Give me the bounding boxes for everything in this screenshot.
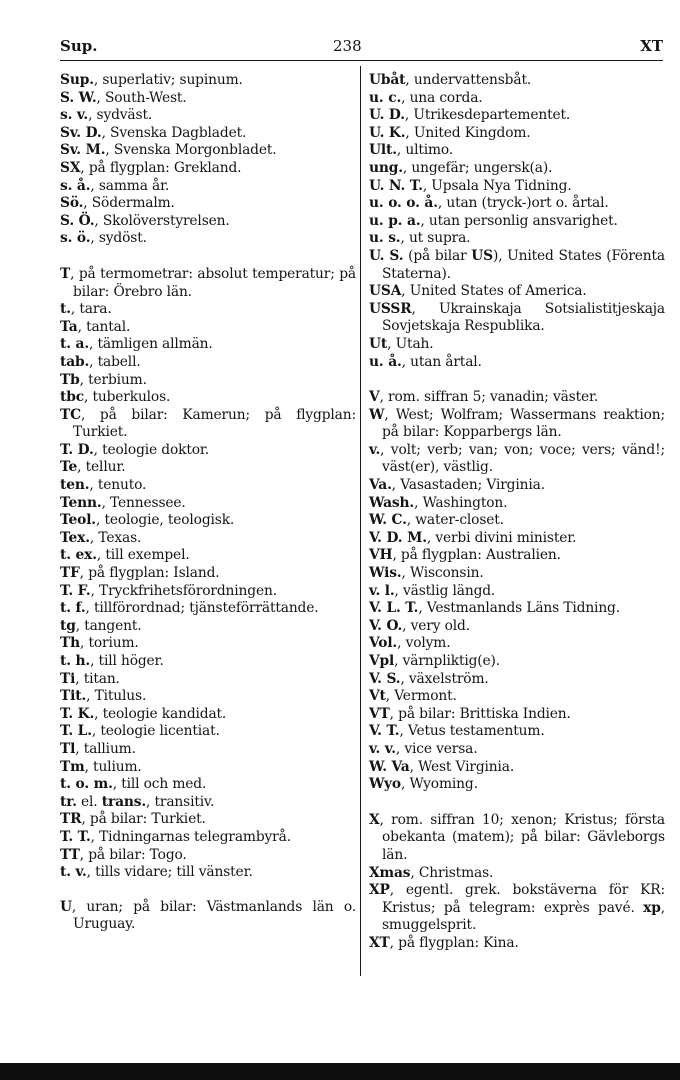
entry-definition: , Vetus testamentum. [399,723,545,740]
entry-term: U. S. [369,247,404,264]
entry-term: TR [60,811,82,828]
entry-definition: , Ukrainskaja Sotsialistitjeskaja Sovjetskaja Respublika. [382,300,665,335]
dictionary-entry [369,688,665,706]
entry-term: W [369,406,385,423]
entry-term: Sup. [60,72,94,88]
dictionary-entry [60,512,356,530]
dictionary-entry [369,512,665,530]
entry-definition: , Wyoming. [400,776,478,793]
entry-term: Ta [60,318,78,335]
dictionary-entry [60,495,356,513]
dictionary-entry [369,776,665,794]
entry-term: u. o. o. å. [369,195,438,212]
dictionary-entry [60,336,356,354]
entry-term: tab. [60,353,90,370]
entry-definition: , United Kingdom. [405,124,531,141]
entry-term: T. F. [60,582,91,599]
entry-term: tbc [60,389,84,406]
dictionary-entry [369,547,665,565]
dictionary-entry [60,407,356,442]
entry-term: XP [369,882,390,899]
dictionary-entry [60,142,356,160]
entry-term: VT [369,705,390,722]
entry-definition: , rom. siffran 10; xenon; Kristus; första obekanta (matem); på bilar: Gävleborgs län. [379,811,665,863]
entry-definition: , tillförordnad; tjänsteförrättande. [85,600,319,617]
dictionary-entry [60,899,356,934]
entry-definition: , tangent. [75,617,142,634]
dictionary-entry [369,336,665,354]
entry-definition: , Utrikesdepartementet. [404,107,571,124]
dictionary-entry [369,142,665,160]
entry-term: Wis. [369,565,402,582]
entry-definition: , tellur. [77,459,126,476]
entry-definition: , Svenska Morgonbladet. [105,142,277,159]
entry-definition: , Södermalm. [83,195,175,212]
dictionary-entry [60,776,356,794]
entry-term: Th [60,635,80,652]
running-head-left: Sup. [60,37,98,55]
dictionary-entry [369,600,665,618]
dictionary-entry [60,213,356,231]
entry-term: Ut [369,335,388,352]
dictionary-entry [369,495,665,513]
entry-definition: , till exempel. [96,547,190,564]
entry-definition: , utan personlig ansvarighet. [420,212,618,229]
entry-term: s. v. [60,107,89,124]
dictionary-entry [60,195,356,213]
entry-definition: , egentl. grek. bokstäverna för KR: Kristus; på telegram: exprès pavé. [382,882,665,916]
entry-definition: , Vestmanlands Läns Tidning. [418,600,620,617]
entry-term: Tit. [60,688,87,705]
entry-definition: , på flygplan: Australien. [392,547,561,564]
entry-term: T. K. [60,705,95,722]
entry-term: t. f. [60,600,86,617]
entry-term: t. h. [60,653,91,669]
entry-definition: , una corda. [401,89,483,106]
entry-definition: , tallium. [75,740,136,757]
entry-term: Wash. [369,494,415,511]
dictionary-entry [60,583,356,601]
dictionary-entry [369,618,665,636]
dictionary-entry [60,759,356,777]
entry-definition: , ultimo. [396,142,454,159]
dictionary-entry [60,547,356,565]
entry-definition: , tantal. [77,318,131,335]
entry-term: v. l. [369,582,395,599]
entry-term: T. T. [60,828,91,845]
entry-term: t. o. m. [60,776,113,793]
entry-term: TF [60,565,80,582]
dictionary-entry [369,635,665,653]
entry-definition: , volt; verb; van; von; voce; vers; vänd!; väst(er), västlig. [380,441,665,476]
dictionary-entry [369,301,665,336]
entry-definition: , Skolöverstyrelsen. [94,212,230,229]
entry-definition-secondary: ), United States (Förenta Staterna). [382,247,665,282]
dictionary-entry [369,477,665,495]
entry-term: Sö. [60,195,84,212]
entry-definition: , västlig längd. [394,582,496,599]
entry-definition: , till och med. [112,776,207,793]
entry-term: Teol. [60,512,96,529]
entry-term: USSR [369,300,412,317]
entry-term: V. L. T. [369,600,419,617]
dictionary-entry [60,389,356,407]
dictionary-entry [369,442,665,477]
entry-term: Sv. M. [60,142,106,159]
dictionary-entry [60,653,356,671]
entry-definition: , rom. siffran 5; vanadin; väster. [379,389,599,406]
dictionary-entry [60,230,356,248]
entry-definition: , på bilar: Brittiska Indien. [389,705,571,722]
entry-definition-secondary: , transitiv. [146,793,215,810]
entry-definition: , ut supra. [400,230,471,247]
entry-term: Vol. [369,635,398,652]
entry-definition: , värnpliktig(e). [394,653,501,669]
dictionary-entry [60,90,356,108]
entry-definition: , very old. [402,617,470,634]
entry-definition: , Utah. [387,335,434,352]
entry-term: v. v. [369,740,396,757]
dictionary-entry [369,671,665,689]
dictionary-entry [369,530,665,548]
entry-definition: , West Virginia. [409,758,515,775]
dictionary-entry [369,195,665,213]
dictionary-entry [369,230,665,248]
entry-definition: (på bilar [403,247,472,264]
header-rule [60,60,663,61]
dictionary-entry [60,301,356,319]
entry-term: tr. [60,793,77,810]
dictionary-entry [369,213,665,231]
dictionary-entry [369,812,665,865]
dictionary-entry [60,319,356,337]
entry-definition: , tills vidare; till vänster. [86,864,253,881]
entry-term: Te [60,459,78,476]
entry-definition: , vice versa. [395,740,478,757]
entry-definition: , Upsala Nya Tidning. [422,177,572,194]
entry-definition: , teologie kandidat. [94,705,227,722]
entry-definition: , uran; på bilar: Västmanlands län o. Uruguay. [71,898,356,933]
dictionary-entry [60,372,356,390]
entry-term: V. O. [369,617,403,634]
dictionary-entry [369,283,665,301]
dictionary-entry [60,688,356,706]
entry-term: U. D. [369,107,405,124]
entry-definition: , sydöst. [90,230,147,247]
entry-definition: , Tennessee. [101,494,186,511]
dictionary-entry [60,600,356,618]
entry-definition: , tenuto. [89,477,147,494]
dictionary-entry [60,160,356,178]
entry-term: TT [60,846,80,863]
dictionary-entry [369,865,665,883]
scan-bottom-edge [0,1063,680,1080]
dictionary-entry [369,653,665,671]
entry-definition: , på bilar: Togo. [79,846,187,863]
dictionary-entry [369,90,665,108]
entry-definition: , West; Wolfram; Wassermans reaktion; på bilar: Kopparbergs län. [382,406,665,441]
dictionary-entry [60,618,356,636]
entry-term: T. L. [60,723,92,740]
entry-definition: , Vermont. [385,688,457,705]
dictionary-entry [60,794,356,812]
entry-definition: , på flygplan: Kina. [389,934,519,951]
running-head-right: XT [640,37,663,55]
dictionary-entry [60,864,356,882]
dictionary-entry [60,530,356,548]
entry-term-secondary: xp [643,899,661,916]
entry-term: Ubåt [369,72,406,88]
entry-definition: , växelström. [400,670,489,687]
entry-definition: , ungefär; ungersk(a). [402,159,553,176]
entry-definition: , Texas. [89,529,142,546]
entry-term: Ult. [369,142,397,159]
entry-definition: , Wisconsin. [401,565,484,582]
entry-term: u. s. [369,230,401,247]
dictionary-entry [60,266,356,301]
entry-definition: , på bilar: Turkiet. [81,811,206,828]
entry-term: S. Ö. [60,212,95,229]
entry-definition: , Vasastaden; Virginia. [391,477,545,494]
dictionary-entry [60,847,356,865]
entry-term: Vpl [369,653,395,669]
right-column [369,72,665,953]
dictionary-entry [369,178,665,196]
dictionary-entry [369,72,665,90]
dictionary-entry [369,882,665,935]
entry-term: SX [60,159,81,176]
entry-term-secondary: trans. [101,793,147,810]
entry-term: Tex. [60,529,90,546]
entry-definition: , på termometrar: absolut temperatur; på bilar: Örebro län. [70,265,356,300]
entry-term: V [369,389,380,406]
dictionary-entry [60,565,356,583]
entry-definition: , utan (tryck-)ort o. årtal. [437,195,609,212]
entry-definition: , tuberkulos. [83,389,171,406]
entry-term: T. D. [60,441,94,458]
entry-term: U [60,898,72,915]
column-divider [360,66,361,976]
dictionary-entry [369,723,665,741]
dictionary-entry [60,442,356,460]
entry-definition: , Tidningarnas telegrambyrå. [90,828,291,845]
dictionary-entry [60,107,356,125]
entry-term: XT [369,934,390,951]
dictionary-entry [60,723,356,741]
entry-term: s. ö. [60,230,91,247]
entry-term: S. W. [60,89,97,106]
entry-term: VH [369,547,393,564]
entry-term: TC [60,406,81,423]
entry-term: t. v. [60,864,87,881]
entry-definition: , Tryckfrihetsförordningen. [90,582,277,599]
entry-definition: , tara. [70,301,112,318]
entry-term: t. ex. [60,547,97,564]
dictionary-entry [60,671,356,689]
entry-term: v. [369,441,381,458]
entry-term: Tb [60,371,80,388]
entry-term: Xmas [369,864,411,881]
entry-definition: , water-closet. [406,512,504,529]
dictionary-entry [369,706,665,724]
entry-term: V. T. [369,723,400,740]
entry-term: U. N. T. [369,177,423,194]
dictionary-entry [60,635,356,653]
dictionary-entry [60,72,356,90]
dictionary-entry [369,935,665,953]
entry-term: tg [60,617,76,634]
entry-definition: , teologie licentiat. [91,723,220,740]
entry-definition: , United States of America. [401,283,587,300]
entry-definition: , sydväst. [88,107,153,124]
entry-definition: , verbi divini minister. [426,529,577,546]
entry-term: u. p. a. [369,212,421,229]
entry-definition: , på flygplan: Island. [79,565,220,582]
entry-term: ung. [369,159,403,176]
entry-term: ten. [60,477,90,494]
entry-definition-secondary: , smuggelsprit. [382,899,665,934]
entry-definition: , superlativ; supinum. [93,72,243,88]
dictionary-entry [60,477,356,495]
entry-definition: , teologie doktor. [93,441,210,458]
entry-definition: , på flygplan: Grekland. [80,159,242,176]
entry-definition: , torium. [80,635,139,652]
dictionary-entry [60,459,356,477]
page-header [0,36,680,60]
entry-definition: , tabell. [89,353,141,370]
entry-definition: , volym. [397,635,451,652]
dictionary-entry [369,354,665,372]
entry-term: Tl [60,740,76,757]
entry-term: s. å. [60,177,91,194]
entry-definition: el. [76,793,102,810]
entry-term: u. å. [369,353,402,370]
dictionary-entry [369,125,665,143]
entry-term: Tenn. [60,494,102,511]
entry-term: Vt [369,688,386,705]
entry-term: W. Va [369,758,410,775]
entry-term: T [60,265,71,282]
entry-definition: , på bilar: Kamerun; på flygplan: Turkiet. [73,406,356,441]
dictionary-entry [369,407,665,442]
entry-definition: , tämligen allmän. [88,336,213,353]
dictionary-entry [60,741,356,759]
dictionary-entry [369,759,665,777]
dictionary-entry [369,565,665,583]
entry-term: t. [60,301,71,318]
entry-definition: , teologie, teologisk. [95,512,235,529]
left-column [60,72,356,934]
entry-definition: , Svenska Dagbladet. [101,124,247,141]
entry-term: Va. [369,477,392,494]
dictionary-entry [369,741,665,759]
entry-definition: , Washington. [414,494,508,511]
entry-term: u. c. [369,89,402,106]
entry-term-secondary: US [471,247,493,264]
dictionary-entry [60,354,356,372]
dictionary-entry [60,829,356,847]
entry-term: X [369,811,380,828]
entry-term: Wyo [369,776,401,793]
entry-definition: , utan årtal. [401,353,482,370]
entry-term: Tm [60,758,85,775]
dictionary-entry [369,160,665,178]
entry-term: t. a. [60,336,89,353]
entry-definition: , undervattensbåt. [405,72,532,88]
dictionary-entry [60,178,356,196]
entry-definition: , South-West. [96,89,187,106]
entry-definition: , tulium. [84,758,142,775]
entry-term: V. S. [369,670,401,687]
entry-term: V. D. M. [369,529,427,546]
entry-term: USA [369,283,402,300]
entry-term: Ti [60,670,76,687]
entry-term: U. K. [369,124,406,141]
entry-definition: , samma år. [90,177,170,194]
dictionary-entry [369,389,665,407]
entry-term: W. C. [369,512,407,529]
entry-definition: , till höger. [90,653,164,669]
dictionary-entry [60,125,356,143]
entry-definition: , Christmas. [410,864,494,881]
entry-definition: , Titulus. [86,688,147,705]
dictionary-entry [369,107,665,125]
dictionary-entry [60,706,356,724]
entry-definition: , terbium. [79,371,147,388]
dictionary-entry [60,811,356,829]
dictionary-entry [369,248,665,283]
entry-term: Sv. D. [60,124,102,141]
page-number: 238 [333,37,362,55]
entry-definition: , titan. [75,670,120,687]
dictionary-entry [369,583,665,601]
